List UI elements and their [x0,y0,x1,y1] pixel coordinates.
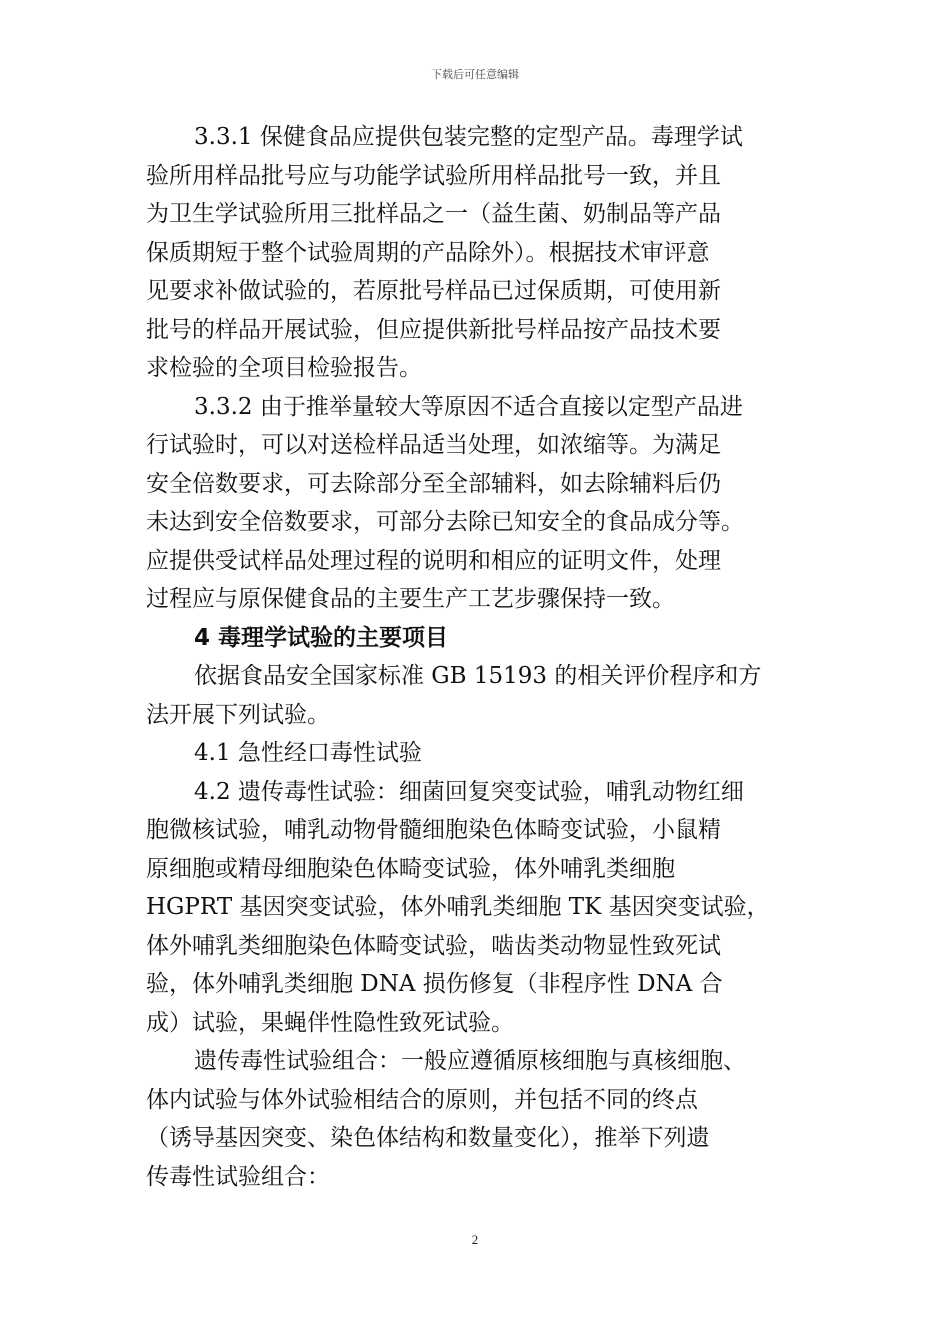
paragraph-4-intro [146,657,798,734]
page-header: 下载后可任意编辑 [431,68,519,81]
text-line: （诱导基因突变、染色体结构和数量变化），推举下列遗 [146,1125,710,1151]
text-line: 应提供受试样品处理过程的说明和相应的证明文件，处理 [146,547,721,574]
text-line: 依据食品安全国家标准 GB 15193 的相关评价程序和方 [194,663,762,689]
text-line: 3.3.2 由于推举量较大等原因不适合直接以定型产品进 [194,393,743,420]
text-line: 行试验时，可以对送检样品适当处理，如浓缩等。为满足 [146,432,721,458]
text-line: 为卫生学试验所用三批样品之一（益生菌、奶制品等产品 [146,201,721,227]
paragraph-3-3-1 [146,118,798,388]
text-line: 验所用样品批号应与功能学试验所用样品批号一致，并且 [146,162,721,189]
text-line: 过程应与原保健食品的主要生产工艺步骤保持一致。 [146,586,675,612]
paragraph-4-1 [146,734,798,773]
text-line: 体外哺乳类细胞染色体畸变试验，啮齿类动物显性致死试 [146,932,721,959]
text-line: 体内试验与体外试验相结合的原则，并包括不同的终点 [146,1086,698,1113]
text-line: 批号的样品开展试验，但应提供新批号样品按产品技术要 [146,316,721,343]
text-line: 胞微核试验，哺乳动物骨髓细胞染色体畸变试验，小鼠精 [146,817,721,843]
text-line: 法开展下列试验。 [146,701,330,728]
paragraph-4-2 [146,773,798,1043]
text-line: 传毒性试验组合： [146,1163,330,1190]
text-line: 未达到安全倍数要求，可部分去除已知安全的食品成分等。 [146,509,744,535]
section-heading-4 [146,619,798,658]
text-line: HGPRT 基因突变试验，体外哺乳类细胞 TK 基因突变试验， [146,894,770,920]
text-line: 4.2 遗传毒性试验：细菌回复突变试验，哺乳动物红细 [194,778,744,805]
text-line: 4.1 急性经口毒性试验 [194,740,422,766]
text-line: 见要求补做试验的，若原批号样品已过保质期，可使用新 [146,278,721,304]
text-line: 安全倍数要求，可去除部分至全部辅料，如去除辅料后仍 [146,470,721,497]
text-line: 遗传毒性试验组合：一般应遵循原核细胞与真核细胞、 [194,1048,746,1074]
text-line: 成）试验，果蝇伴性隐性致死试验。 [146,1009,514,1036]
document-body [146,118,798,1196]
text-line: 3.3.1 保健食品应提供包装完整的定型产品。毒理学试 [194,124,743,150]
page-number: 2 [471,1232,479,1247]
text-line: 原细胞或精母细胞染色体畸变试验，体外哺乳类细胞 [146,855,675,882]
paragraph-genotox-combination [146,1042,798,1196]
paragraph-3-3-2 [146,388,798,619]
text-line: 验，体外哺乳类细胞 DNA 损伤修复（非程序性 DNA 合 [146,971,723,997]
heading-text: 4 毒理学试验的主要项目 [194,624,449,651]
text-line: 求检验的全项目检验报告。 [146,355,422,381]
text-line: 保质期短于整个试验周期的产品除外）。根据技术审评意 [146,239,710,266]
